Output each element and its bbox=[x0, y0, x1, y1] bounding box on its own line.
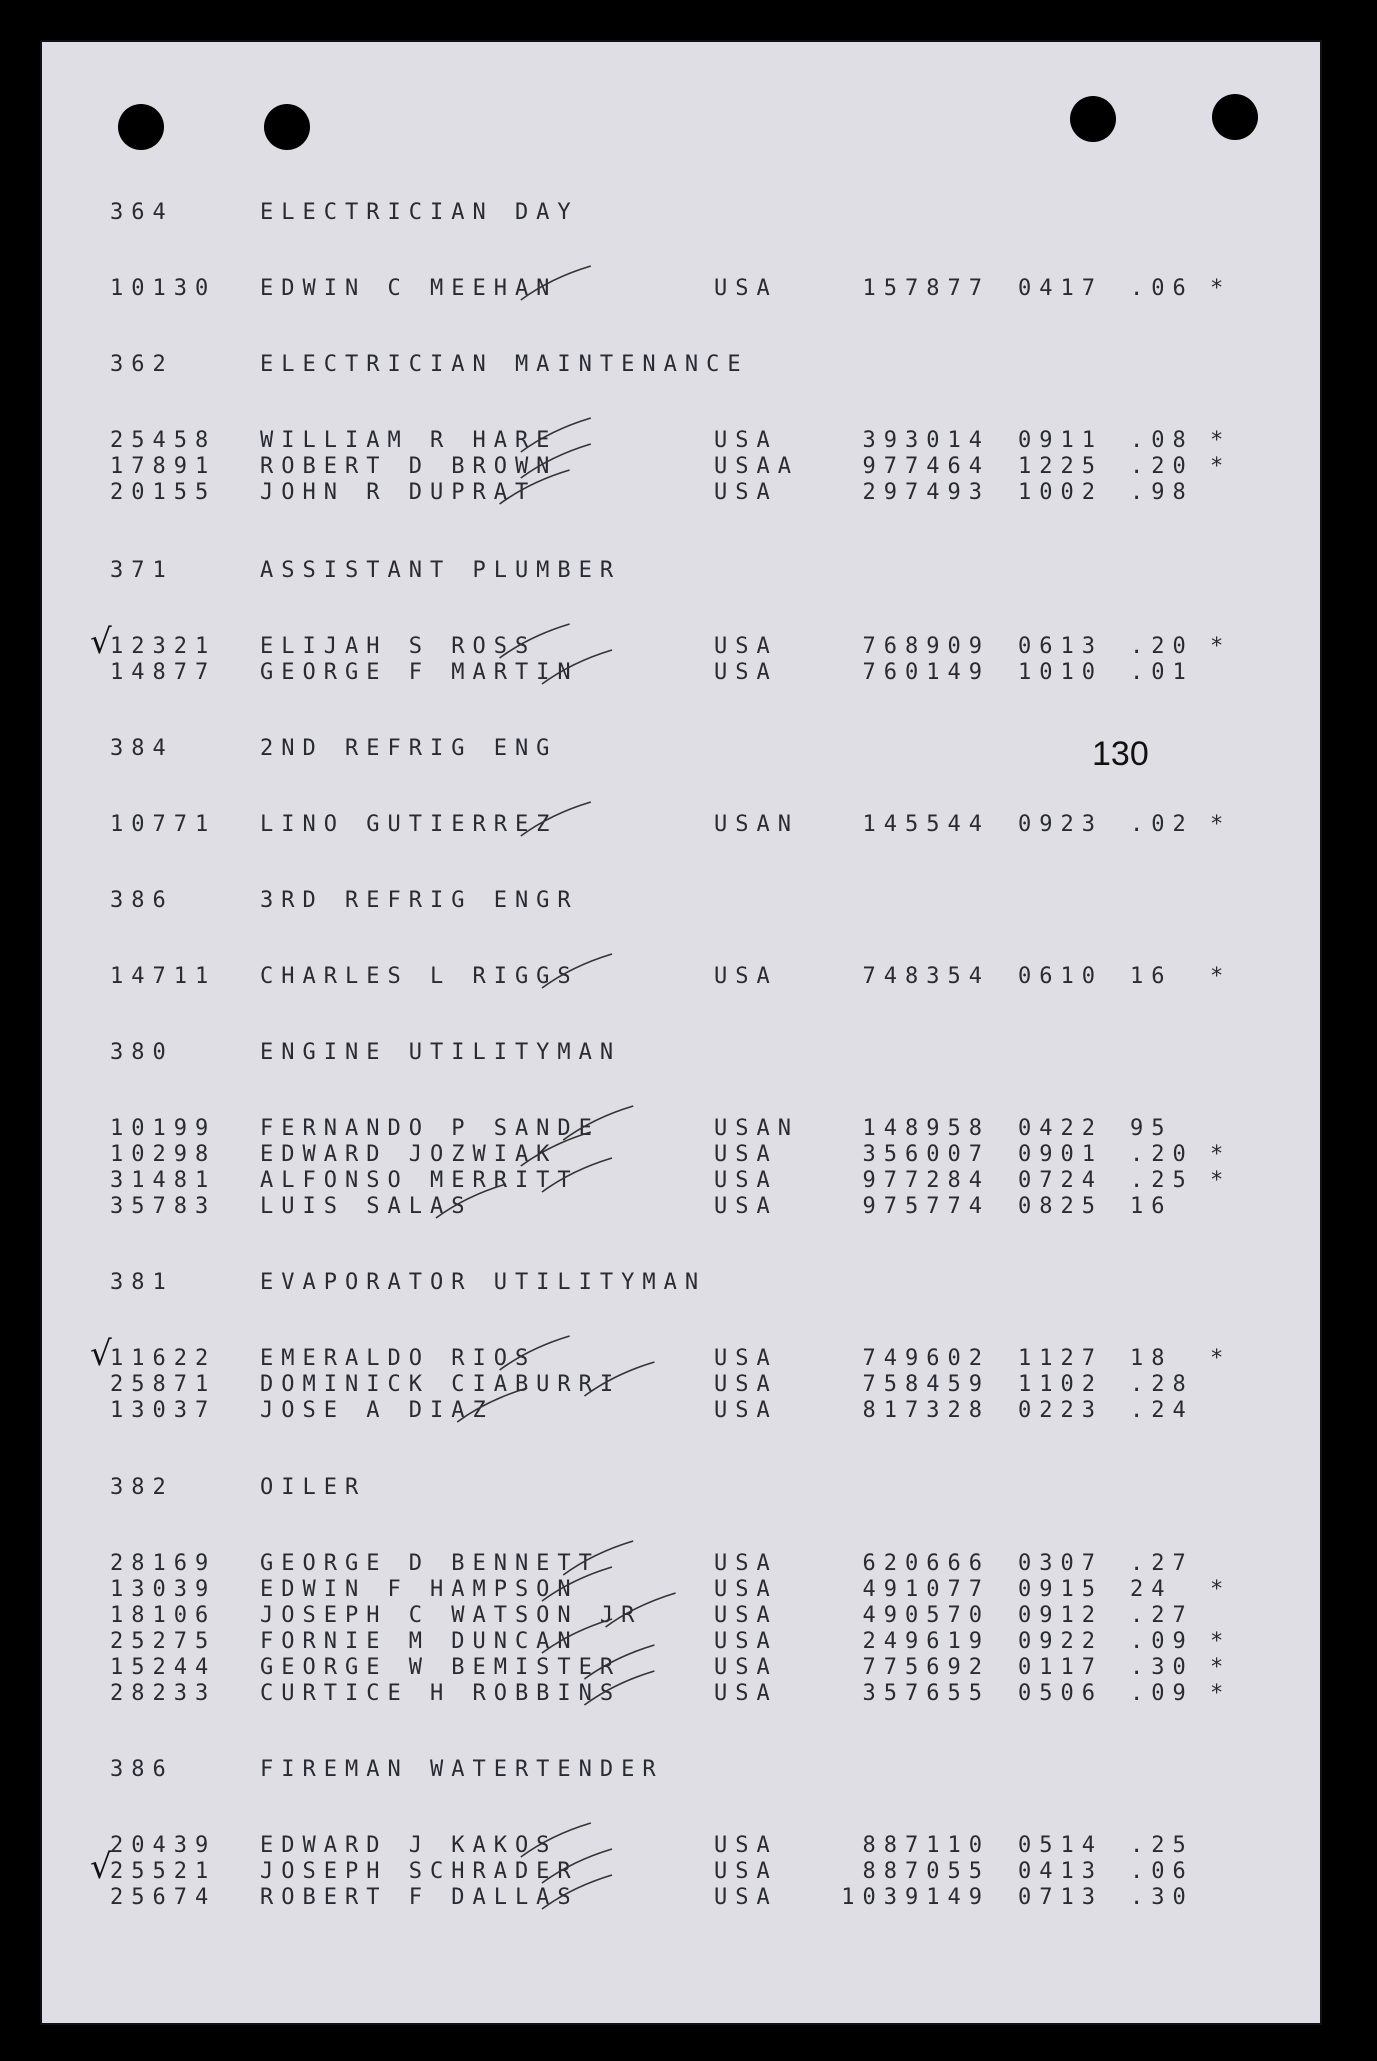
section-title: 2ND REFRIG ENG bbox=[260, 736, 558, 761]
section-title: ASSISTANT PLUMBER bbox=[260, 558, 622, 583]
row-citizenship: USA bbox=[714, 1655, 778, 1680]
row-name: LUIS SALAS bbox=[260, 1194, 473, 1219]
row-value: 16 bbox=[1130, 964, 1173, 989]
row-date: 1225 bbox=[1018, 454, 1103, 479]
row-name: ELIJAH S ROSS bbox=[260, 634, 537, 659]
row-citizenship: USAN bbox=[714, 812, 799, 837]
row-date: 0417 bbox=[1018, 276, 1103, 301]
pen-tick-mark bbox=[542, 1875, 612, 1909]
section-code: 386 bbox=[110, 1757, 174, 1782]
section-title: EVAPORATOR UTILITYMAN bbox=[260, 1270, 707, 1295]
row-date: 0825 bbox=[1018, 1194, 1103, 1219]
section-title: 3RD REFRIG ENGR bbox=[260, 888, 579, 913]
row-date: 0724 bbox=[1018, 1168, 1103, 1193]
row-value: .20 bbox=[1130, 1142, 1194, 1167]
row-value: .06 bbox=[1130, 276, 1194, 301]
row-citizenship: USA bbox=[714, 1398, 778, 1423]
row-star: * bbox=[1210, 1629, 1232, 1654]
row-number: 148958 bbox=[862, 1116, 990, 1141]
row-name: ROBERT F DALLAS bbox=[260, 1885, 579, 1910]
row-id: 25871 bbox=[110, 1372, 217, 1397]
row-citizenship: USA bbox=[714, 634, 778, 659]
row-number: 975774 bbox=[862, 1194, 990, 1219]
row-value: .06 bbox=[1130, 1859, 1194, 1884]
row-name: CHARLES L RIGGS bbox=[260, 964, 579, 989]
row-star: * bbox=[1210, 428, 1232, 453]
row-id: 10771 bbox=[110, 812, 217, 837]
row-date: 0911 bbox=[1018, 428, 1103, 453]
row-citizenship: USA bbox=[714, 1346, 778, 1371]
section-title: ELECTRICIAN DAY bbox=[260, 200, 579, 225]
section-title: OILER bbox=[260, 1475, 367, 1500]
row-number: 887110 bbox=[862, 1833, 990, 1858]
row-number: 356007 bbox=[862, 1142, 990, 1167]
section-code: 386 bbox=[110, 888, 174, 913]
row-number: 620666 bbox=[862, 1551, 990, 1576]
row-date: 0923 bbox=[1018, 812, 1103, 837]
row-value: .25 bbox=[1130, 1833, 1194, 1858]
row-id: 10199 bbox=[110, 1116, 217, 1141]
document-page bbox=[40, 40, 1322, 2025]
row-star: * bbox=[1210, 276, 1232, 301]
row-value: .28 bbox=[1130, 1372, 1194, 1397]
row-value: 95 bbox=[1130, 1116, 1173, 1141]
row-id: 12321 bbox=[110, 634, 217, 659]
row-id: 14711 bbox=[110, 964, 217, 989]
pen-tick-mark bbox=[521, 1132, 591, 1166]
row-date: 0413 bbox=[1018, 1859, 1103, 1884]
row-id: 11622 bbox=[110, 1346, 217, 1371]
row-value: 16 bbox=[1130, 1194, 1173, 1219]
row-name: EDWARD J KAKOS bbox=[260, 1833, 558, 1858]
row-value: .20 bbox=[1130, 634, 1194, 659]
pen-tick-mark bbox=[542, 1567, 612, 1601]
row-name: EDWIN C MEEHAN bbox=[260, 276, 558, 301]
pen-tick-mark bbox=[500, 624, 570, 658]
row-citizenship: USA bbox=[714, 1168, 778, 1193]
pen-tick-mark bbox=[500, 470, 570, 504]
row-date: 0514 bbox=[1018, 1833, 1103, 1858]
pen-tick-mark bbox=[563, 1106, 633, 1140]
pen-tick-mark bbox=[606, 1593, 676, 1627]
row-date: 0117 bbox=[1018, 1655, 1103, 1680]
row-citizenship: USA bbox=[714, 1194, 778, 1219]
row-name: LINO GUTIERREZ bbox=[260, 812, 558, 837]
row-citizenship: USA bbox=[714, 1372, 778, 1397]
row-number: 749602 bbox=[862, 1346, 990, 1371]
row-citizenship: USA bbox=[714, 1833, 778, 1858]
row-id: 20439 bbox=[110, 1833, 217, 1858]
row-id: 28233 bbox=[110, 1681, 217, 1706]
row-name: CURTICE H ROBBINS bbox=[260, 1681, 622, 1706]
row-name: DOMINICK CIABURRI bbox=[260, 1372, 622, 1397]
row-citizenship: USAN bbox=[714, 1116, 799, 1141]
row-number: 977464 bbox=[862, 454, 990, 479]
section-code: 371 bbox=[110, 558, 174, 583]
row-value: .24 bbox=[1130, 1398, 1194, 1423]
row-date: 0610 bbox=[1018, 964, 1103, 989]
row-citizenship: USA bbox=[714, 1681, 778, 1706]
row-date: 0912 bbox=[1018, 1603, 1103, 1628]
checkmark-icon: √ bbox=[90, 622, 112, 662]
row-citizenship: USA bbox=[714, 428, 778, 453]
row-id: 17891 bbox=[110, 454, 217, 479]
row-name: FORNIE M DUNCAN bbox=[260, 1629, 579, 1654]
row-date: 0506 bbox=[1018, 1681, 1103, 1706]
row-date: 1002 bbox=[1018, 480, 1103, 505]
row-value: .27 bbox=[1130, 1603, 1194, 1628]
pen-tick-mark bbox=[542, 650, 612, 684]
row-id: 35783 bbox=[110, 1194, 217, 1219]
row-number: 297493 bbox=[862, 480, 990, 505]
row-name: ROBERT D BROWN bbox=[260, 454, 558, 479]
row-id: 25458 bbox=[110, 428, 217, 453]
row-value: .01 bbox=[1130, 660, 1194, 685]
pen-tick-mark bbox=[521, 266, 591, 300]
checkmark-icon: √ bbox=[90, 1847, 112, 1887]
row-citizenship: USA bbox=[714, 1885, 778, 1910]
row-star: * bbox=[1210, 812, 1232, 837]
row-number: 977284 bbox=[862, 1168, 990, 1193]
section-code: 381 bbox=[110, 1270, 174, 1295]
row-id: 15244 bbox=[110, 1655, 217, 1680]
row-name: ALFONSO MERRITT bbox=[260, 1168, 579, 1193]
row-number: 758459 bbox=[862, 1372, 990, 1397]
row-citizenship: USA bbox=[714, 1629, 778, 1654]
section-title: FIREMAN WATERTENDER bbox=[260, 1757, 664, 1782]
row-value: .02 bbox=[1130, 812, 1194, 837]
row-number: 491077 bbox=[862, 1577, 990, 1602]
row-date: 0915 bbox=[1018, 1577, 1103, 1602]
row-name: EDWARD JOZWIAK bbox=[260, 1142, 558, 1167]
section-code: 380 bbox=[110, 1040, 174, 1065]
row-value: .25 bbox=[1130, 1168, 1194, 1193]
row-star: * bbox=[1210, 1655, 1232, 1680]
row-value: 18 bbox=[1130, 1346, 1173, 1371]
row-star: * bbox=[1210, 964, 1232, 989]
row-id: 28169 bbox=[110, 1551, 217, 1576]
row-value: .20 bbox=[1130, 454, 1194, 479]
row-citizenship: USA bbox=[714, 1859, 778, 1884]
row-value: .09 bbox=[1130, 1681, 1194, 1706]
row-number: 157877 bbox=[862, 276, 990, 301]
row-star: * bbox=[1210, 1168, 1232, 1193]
row-date: 0713 bbox=[1018, 1885, 1103, 1910]
row-id: 14877 bbox=[110, 660, 217, 685]
pen-tick-mark bbox=[500, 1336, 570, 1370]
row-name: WILLIAM R HARE bbox=[260, 428, 558, 453]
row-star: * bbox=[1210, 1577, 1232, 1602]
pen-tick-mark bbox=[584, 1362, 654, 1396]
row-value: .30 bbox=[1130, 1885, 1194, 1910]
row-citizenship: USA bbox=[714, 660, 778, 685]
row-name: JOHN R DUPRAT bbox=[260, 480, 537, 505]
row-date: 1010 bbox=[1018, 660, 1103, 685]
row-name: GEORGE F MARTIN bbox=[260, 660, 579, 685]
row-date: 0422 bbox=[1018, 1116, 1103, 1141]
row-date: 1127 bbox=[1018, 1346, 1103, 1371]
row-value: .98 bbox=[1130, 480, 1194, 505]
row-id: 25674 bbox=[110, 1885, 217, 1910]
row-citizenship: USAA bbox=[714, 454, 799, 479]
row-name: JOSE A DIAZ bbox=[260, 1398, 494, 1423]
row-number: 768909 bbox=[862, 634, 990, 659]
row-star: * bbox=[1210, 454, 1232, 479]
pen-tick-mark bbox=[563, 1541, 633, 1575]
row-citizenship: USA bbox=[714, 480, 778, 505]
row-citizenship: USA bbox=[714, 1551, 778, 1576]
section-code: 382 bbox=[110, 1475, 174, 1500]
pen-tick-mark bbox=[542, 1619, 612, 1653]
checkmark-icon: √ bbox=[90, 1334, 112, 1374]
row-id: 13039 bbox=[110, 1577, 217, 1602]
row-value: .08 bbox=[1130, 428, 1194, 453]
row-id: 13037 bbox=[110, 1398, 217, 1423]
row-star: * bbox=[1210, 1346, 1232, 1371]
pen-tick-mark bbox=[436, 1184, 506, 1218]
row-citizenship: USA bbox=[714, 964, 778, 989]
row-number: 887055 bbox=[862, 1859, 990, 1884]
row-name: GEORGE D BENNETT bbox=[260, 1551, 600, 1576]
pen-tick-mark bbox=[457, 1388, 527, 1422]
row-number: 249619 bbox=[862, 1629, 990, 1654]
row-id: 25521 bbox=[110, 1859, 217, 1884]
row-id: 10298 bbox=[110, 1142, 217, 1167]
pen-tick-mark bbox=[521, 444, 591, 478]
section-title: ELECTRICIAN MAINTENANCE bbox=[260, 352, 749, 377]
row-number: 760149 bbox=[862, 660, 990, 685]
row-date: 0613 bbox=[1018, 634, 1103, 659]
row-id: 18106 bbox=[110, 1603, 217, 1628]
page-number: 130 bbox=[1092, 735, 1149, 773]
row-number: 817328 bbox=[862, 1398, 990, 1423]
row-id: 25275 bbox=[110, 1629, 217, 1654]
row-date: 0223 bbox=[1018, 1398, 1103, 1423]
pen-tick-mark bbox=[521, 1823, 591, 1857]
row-name: EDWIN F HAMPSON bbox=[260, 1577, 579, 1602]
row-name: FERNANDO P SANDE bbox=[260, 1116, 600, 1141]
row-number: 1039149 bbox=[841, 1885, 990, 1910]
row-number: 748354 bbox=[862, 964, 990, 989]
row-number: 490570 bbox=[862, 1603, 990, 1628]
handwritten-tick-marks bbox=[40, 40, 1322, 2025]
row-name: EMERALDO RIOS bbox=[260, 1346, 537, 1371]
section-title: ENGINE UTILITYMAN bbox=[260, 1040, 622, 1065]
row-star: * bbox=[1210, 1681, 1232, 1706]
row-number: 393014 bbox=[862, 428, 990, 453]
row-citizenship: USA bbox=[714, 276, 778, 301]
row-name: GEORGE W BEMISTER bbox=[260, 1655, 622, 1680]
row-citizenship: USA bbox=[714, 1603, 778, 1628]
pen-tick-mark bbox=[521, 802, 591, 836]
row-value: 24 bbox=[1130, 1577, 1173, 1602]
row-id: 10130 bbox=[110, 276, 217, 301]
row-citizenship: USA bbox=[714, 1142, 778, 1167]
row-date: 0307 bbox=[1018, 1551, 1103, 1576]
row-number: 357655 bbox=[862, 1681, 990, 1706]
row-date: 1102 bbox=[1018, 1372, 1103, 1397]
row-number: 145544 bbox=[862, 812, 990, 837]
row-id: 31481 bbox=[110, 1168, 217, 1193]
row-id: 20155 bbox=[110, 480, 217, 505]
pen-tick-mark bbox=[584, 1671, 654, 1705]
pen-tick-mark bbox=[542, 1158, 612, 1192]
row-value: .09 bbox=[1130, 1629, 1194, 1654]
row-star: * bbox=[1210, 634, 1232, 659]
row-value: .27 bbox=[1130, 1551, 1194, 1576]
row-name: JOSEPH SCHRADER bbox=[260, 1859, 579, 1884]
row-citizenship: USA bbox=[714, 1577, 778, 1602]
pen-tick-mark bbox=[542, 954, 612, 988]
section-code: 384 bbox=[110, 736, 174, 761]
row-date: 0901 bbox=[1018, 1142, 1103, 1167]
row-date: 0922 bbox=[1018, 1629, 1103, 1654]
section-code: 362 bbox=[110, 352, 174, 377]
row-name: JOSEPH C WATSON JR bbox=[260, 1603, 643, 1628]
row-number: 775692 bbox=[862, 1655, 990, 1680]
row-value: .30 bbox=[1130, 1655, 1194, 1680]
section-code: 364 bbox=[110, 200, 174, 225]
row-star: * bbox=[1210, 1142, 1232, 1167]
